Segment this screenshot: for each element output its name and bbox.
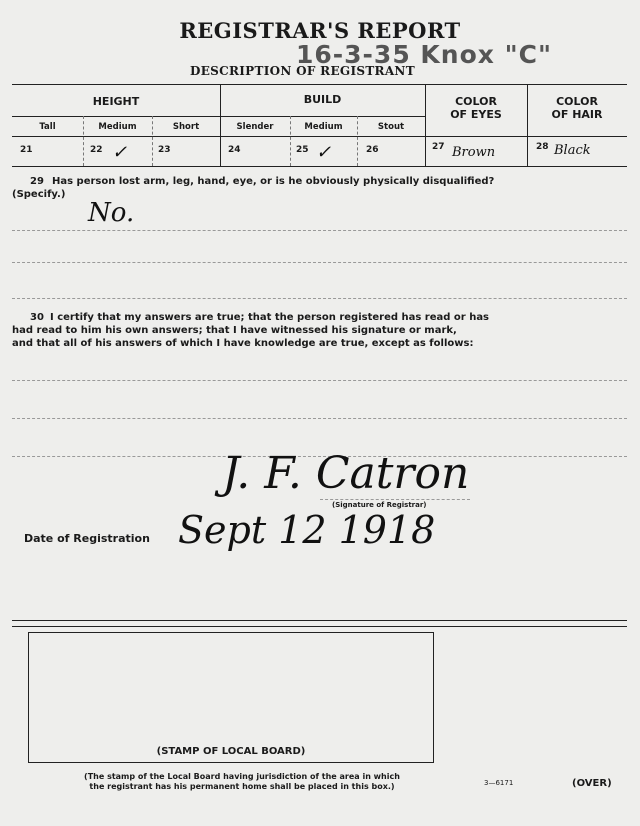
q29-answer: No. — [88, 198, 135, 228]
form-number: 3—6171 — [484, 779, 514, 787]
stamp-box-label: (STAMP OF LOCAL BOARD) — [156, 746, 306, 757]
footer-rule — [12, 620, 627, 621]
col-medium-height: Medium — [98, 122, 137, 132]
field-number: 21 — [20, 145, 33, 155]
eyes-header-line2: OF EYES — [450, 108, 502, 121]
signature-line — [320, 499, 470, 500]
q29-number: 29 — [30, 176, 44, 187]
answer-line — [12, 230, 627, 231]
over-label: (OVER) — [572, 778, 612, 789]
table-subheader-rule — [12, 116, 425, 117]
hair-header-line2: OF HAIR — [551, 108, 603, 121]
table-bottom-rule — [12, 166, 627, 167]
local-board-stamp-box — [28, 632, 434, 763]
eye-color-value: Brown — [452, 145, 496, 160]
field-number: 23 — [158, 145, 171, 155]
signature-caption: (Signature of Registrar) — [332, 501, 427, 509]
q29-specify-label: (Specify.) — [12, 189, 66, 200]
section-separator — [12, 298, 627, 299]
answer-line — [12, 262, 627, 263]
q30-line2: had read to him his own answers; that I have witnessed his signature or mark, — [12, 325, 457, 336]
field-number: 26 — [366, 145, 379, 155]
col-short: Short — [172, 122, 200, 132]
build-header: BUILD — [303, 93, 342, 106]
stamp-note-line2: the registrant has his permanent home shall be placed in this box.) — [89, 782, 395, 791]
table-top-rule — [12, 84, 627, 85]
field-number: 27 — [432, 142, 445, 152]
col-stout: Stout — [377, 122, 405, 132]
answer-line — [12, 380, 627, 381]
field-number: 22 — [90, 145, 103, 155]
col-slender: Slender — [236, 122, 274, 132]
answer-line — [12, 418, 627, 419]
q30-line1: I certify that my answers are true; that the person registered has read or has — [50, 312, 490, 323]
q30-line3: and that all of his answers of which I have knowledge are true, except as follows: — [12, 338, 474, 349]
hair-header-line1: COLOR — [556, 95, 598, 108]
build-check-mark: ✓ — [316, 142, 332, 163]
field-number: 28 — [536, 142, 549, 152]
footer-rule — [12, 626, 627, 627]
q30-number: 30 — [30, 312, 44, 323]
field-number: 25 — [296, 145, 309, 155]
col-tall: Tall — [39, 122, 56, 132]
stamp-note-line1: (The stamp of the Local Board having jurisdiction of the area in which — [84, 772, 400, 781]
page-title: REGISTRAR'S REPORT — [179, 18, 461, 43]
field-number: 24 — [228, 145, 241, 155]
date-of-registration-label: Date of Registration — [24, 532, 150, 545]
eyes-header-line1: COLOR — [455, 95, 497, 108]
height-header: HEIGHT — [92, 95, 140, 108]
q29-question: Has person lost arm, leg, hand, eye, or is he obviously physically disqualified? — [52, 176, 495, 187]
stamped-serial-number: 16-3-35 Knox "C" — [296, 40, 553, 69]
col-medium-build: Medium — [304, 122, 343, 132]
registrar-signature: J. F. Catron — [222, 448, 470, 499]
hair-color-value: Black — [554, 143, 591, 158]
registration-date: Sept 12 1918 — [178, 508, 436, 552]
section-subtitle: DESCRIPTION OF REGISTRANT — [190, 64, 415, 78]
table-header-rule — [12, 136, 627, 137]
height-check-mark: ✓ — [112, 142, 128, 163]
